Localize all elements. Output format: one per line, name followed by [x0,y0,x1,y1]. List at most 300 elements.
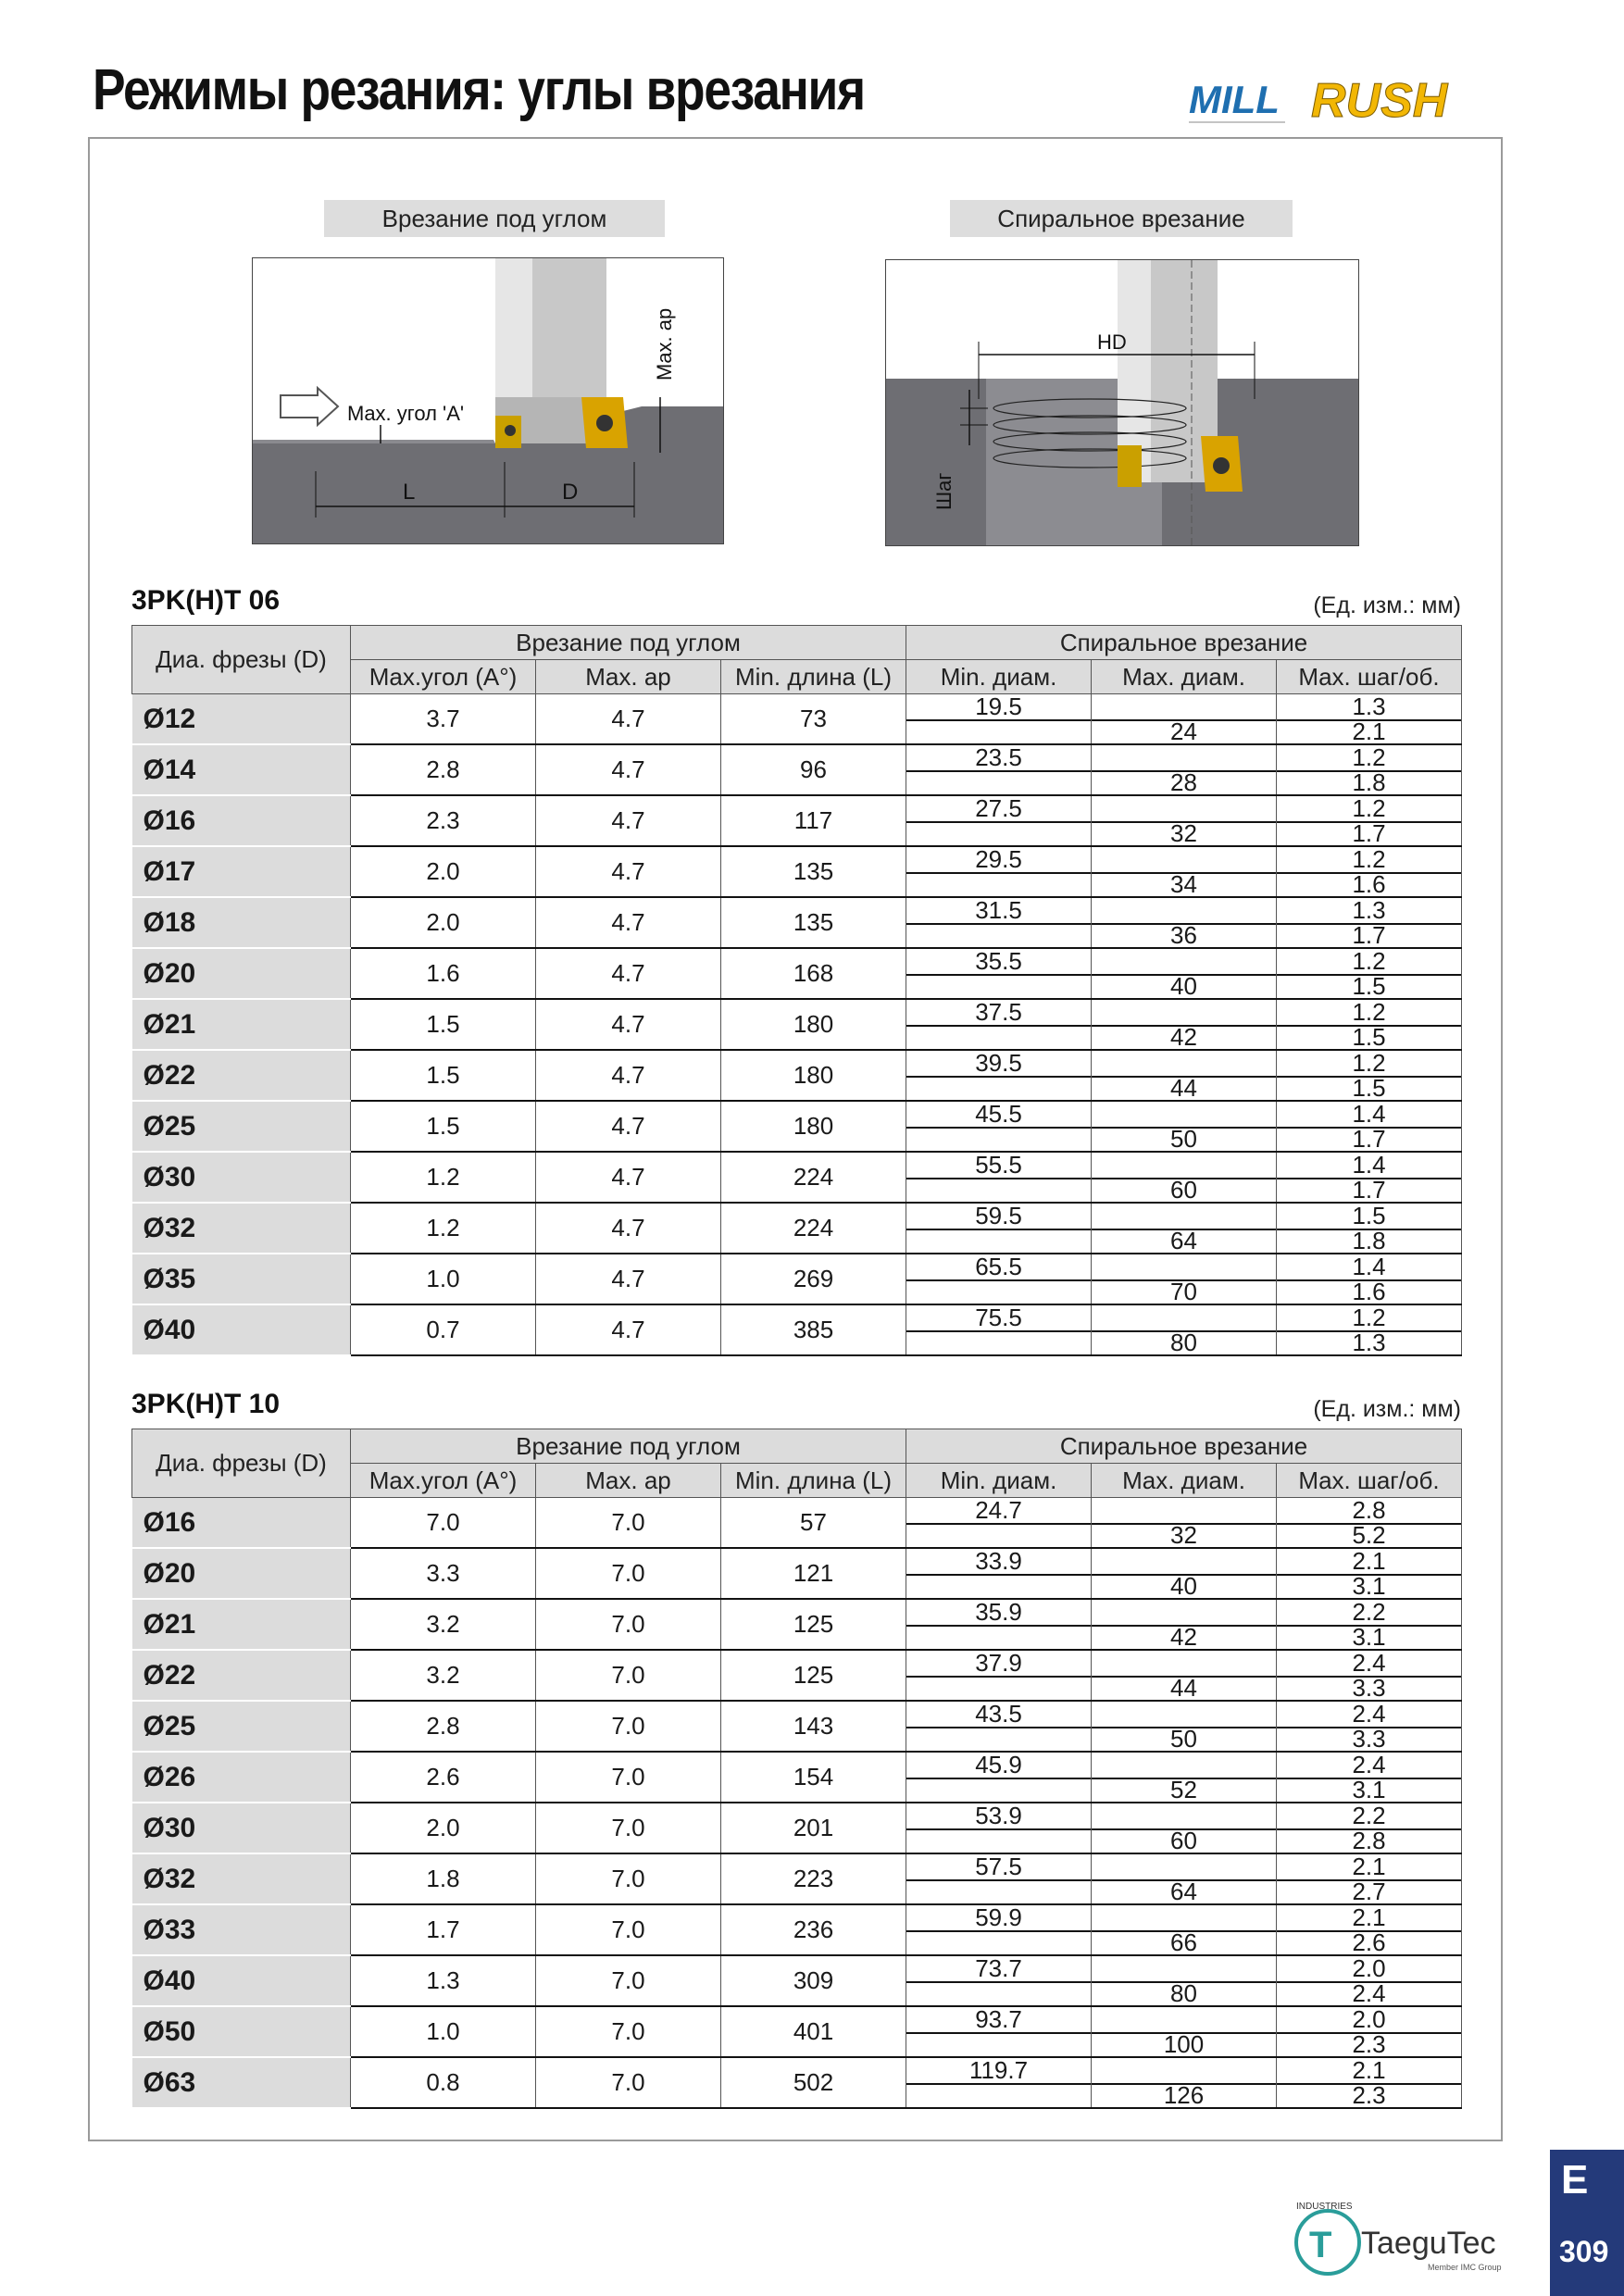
cell-min-diam [906,1203,1092,1254]
cell-max-pitch [1277,694,1462,745]
col-header-diam: Диа. фрезы (D) [132,1429,351,1498]
cell-diameter: Ø33 [132,1904,351,1955]
cell-diameter: Ø50 [132,2006,351,2057]
cell-min-diam-top: 24.7 [975,1496,1022,1524]
table-row [132,2006,1462,2057]
cell-max-pitch-bottom: 1.8 [1352,768,1386,796]
cell-max-diam-bottom: 34 [1170,870,1197,898]
cell-min-diam [906,795,1092,846]
col-header-min-diam: Min. диам. [906,1464,1092,1498]
cell-diameter: Ø35 [132,1254,351,1304]
cell-max-diam [1092,1203,1277,1254]
cell-max-diam-bottom: 24 [1170,718,1197,745]
cell-max-pitch-bottom: 1.7 [1352,819,1386,847]
cell-min-diam [906,1101,1092,1152]
cell-min-diam [906,1803,1092,1853]
cell-diameter: Ø22 [132,1650,351,1701]
cell-max-pitch-top: 1.4 [1352,1100,1386,1128]
cell-max-pitch-top: 1.2 [1352,1049,1386,1077]
cell-max-pitch [1277,1152,1462,1203]
cell-max-diam-bottom: 42 [1170,1023,1197,1051]
table-row [132,1599,1462,1650]
cell-max-pitch-top: 2.1 [1352,2056,1386,2084]
ramping-figure [252,257,724,544]
cell-max-ap: 7.0 [536,2057,721,2108]
cell-max-diam-bottom: 32 [1170,1521,1197,1549]
cell-max-pitch [1277,744,1462,795]
col-header-max-angle: Max.угол (A°) [351,660,536,694]
cell-max-pitch [1277,948,1462,999]
cell-max-pitch-top: 1.2 [1352,845,1386,873]
cell-max-pitch-bottom: 1.5 [1352,1074,1386,1102]
cell-max-angle: 1.2 [351,1203,536,1254]
cell-max-pitch-top: 2.2 [1352,1802,1386,1829]
cell-diameter: Ø16 [132,795,351,846]
col-header-max-angle: Max.угол (A°) [351,1464,536,1498]
cell-max-diam-bottom: 44 [1170,1074,1197,1102]
cell-max-ap: 7.0 [536,1599,721,1650]
cell-diameter: Ø30 [132,1803,351,1853]
cell-max-pitch [1277,897,1462,948]
helical-caption: Спиральное врезание [950,200,1293,237]
cell-min-length: 57 [721,1498,906,1549]
col-header-min-length: Min. длина (L) [721,1464,906,1498]
cell-max-angle: 2.0 [351,846,536,897]
table1 [131,625,1462,1356]
cell-min-diam-top: 45.9 [975,1751,1022,1778]
cell-max-diam-bottom: 66 [1170,1928,1197,1956]
cell-min-length: 502 [721,2057,906,2108]
cell-max-pitch-bottom: 1.7 [1352,1176,1386,1204]
cell-max-diam [1092,1304,1277,1355]
table-row [132,1254,1462,1304]
cell-min-diam-top: 93.7 [975,2005,1022,2033]
cell-max-pitch-bottom: 1.6 [1352,1278,1386,1305]
cell-max-diam-bottom: 100 [1163,2030,1205,2058]
max-angle-label: Max. угол 'A' [347,402,465,425]
table2-title: 3PK(H)T 10 [131,1389,281,1419]
cell-diameter: Ø21 [132,999,351,1050]
cell-max-pitch-top: 2.1 [1352,1903,1386,1931]
table2-body [132,1498,1462,2109]
cell-max-diam-bottom: 36 [1170,921,1197,949]
cell-max-diam [1092,1498,1277,1549]
cell-max-diam-bottom: 28 [1170,768,1197,796]
cell-min-diam [906,694,1092,745]
cell-max-ap: 7.0 [536,1853,721,1904]
cell-max-angle: 1.7 [351,1904,536,1955]
cell-max-ap: 4.7 [536,694,721,745]
cell-min-diam [906,897,1092,948]
max-ap-label: Max. ap [653,307,676,381]
cell-max-diam-bottom: 42 [1170,1623,1197,1651]
cell-diameter: Ø25 [132,1101,351,1152]
cell-max-diam-bottom: 50 [1170,1725,1197,1753]
group-header-helix: Спиральное врезание [906,626,1462,660]
cell-diameter: Ø17 [132,846,351,897]
col-header-max-diam: Max. диам. [1092,1464,1277,1498]
cell-diameter: Ø30 [132,1152,351,1203]
table-row [132,948,1462,999]
cell-max-ap: 7.0 [536,1803,721,1853]
cell-diameter: Ø14 [132,744,351,795]
cell-max-ap: 4.7 [536,897,721,948]
cell-max-pitch [1277,1254,1462,1304]
dim-l-label: L [403,480,416,505]
cell-min-diam [906,2057,1092,2108]
cell-max-pitch-top: 1.2 [1352,743,1386,771]
cell-max-angle: 1.3 [351,1955,536,2006]
cell-min-length: 236 [721,1904,906,1955]
cell-max-diam [1092,846,1277,897]
cell-min-diam [906,1955,1092,2006]
cell-diameter: Ø18 [132,897,351,948]
cell-max-angle: 1.5 [351,999,536,1050]
cell-max-diam-bottom: 70 [1170,1278,1197,1305]
cell-max-angle: 3.7 [351,694,536,745]
cell-min-diam-top: 53.9 [975,1802,1022,1829]
cell-max-ap: 4.7 [536,1050,721,1101]
col-header-max-diam: Max. диам. [1092,660,1277,694]
cell-max-diam-bottom: 32 [1170,819,1197,847]
millrush-logo [1183,72,1507,128]
cell-min-length: 309 [721,1955,906,2006]
cell-min-diam [906,1650,1092,1701]
cell-max-pitch-bottom: 3.3 [1352,1725,1386,1753]
table1-body [132,694,1462,1356]
table-row [132,1203,1462,1254]
cell-max-diam [1092,795,1277,846]
cell-max-pitch-bottom: 2.4 [1352,1979,1386,2007]
cell-min-length: 135 [721,897,906,948]
svg-text:T: T [1309,2225,1332,2265]
cell-max-diam [1092,1650,1277,1701]
group-header-helix: Спиральное врезание [906,1429,1462,1464]
dim-d-label: D [562,480,579,505]
page-title: Режимы резания: углы врезания [93,58,865,122]
cell-min-length: 154 [721,1752,906,1803]
cell-max-angle: 1.0 [351,1254,536,1304]
table-row [132,1803,1462,1853]
cell-max-diam-bottom: 52 [1170,1776,1197,1803]
cell-min-length: 180 [721,1101,906,1152]
cell-max-ap: 4.7 [536,1101,721,1152]
cell-max-ap: 7.0 [536,1904,721,1955]
cell-min-diam-top: 59.9 [975,1903,1022,1931]
cell-max-ap: 4.7 [536,999,721,1050]
cell-max-ap: 4.7 [536,948,721,999]
cell-max-pitch [1277,1101,1462,1152]
cell-max-angle: 2.0 [351,1803,536,1853]
cell-max-pitch-top: 2.4 [1352,1700,1386,1728]
cell-min-diam-top: 35.5 [975,947,1022,975]
table-row [132,1955,1462,2006]
cell-min-diam-top: 33.9 [975,1547,1022,1575]
cell-max-diam [1092,1955,1277,2006]
cell-max-pitch [1277,1498,1462,1549]
logo-top-text: INDUSTRIES [1296,2202,1353,2212]
cell-max-angle: 3.2 [351,1650,536,1701]
section-letter: E [1561,2157,1589,2202]
cell-diameter: Ø20 [132,948,351,999]
cell-min-diam [906,744,1092,795]
cell-max-ap: 4.7 [536,795,721,846]
cell-max-pitch-bottom: 1.5 [1352,1023,1386,1051]
cell-min-diam [906,1254,1092,1304]
cell-min-length: 121 [721,1548,906,1599]
cell-max-pitch-top: 2.1 [1352,1547,1386,1575]
cell-min-length: 223 [721,1853,906,1904]
cell-min-diam [906,1599,1092,1650]
cell-max-ap: 4.7 [536,1203,721,1254]
cell-min-diam-top: 19.5 [975,693,1022,720]
cell-max-pitch-bottom: 1.5 [1352,972,1386,1000]
cell-max-pitch-bottom: 5.2 [1352,1521,1386,1549]
cell-max-pitch [1277,1650,1462,1701]
cell-min-length: 180 [721,1050,906,1101]
cell-diameter: Ø25 [132,1701,351,1752]
table2 [131,1429,1462,2109]
cell-max-pitch-top: 1.5 [1352,1202,1386,1229]
cell-max-pitch-top: 2.4 [1352,1649,1386,1677]
cell-max-pitch [1277,1701,1462,1752]
cell-min-length: 385 [721,1304,906,1355]
table-row [132,1498,1462,1549]
cell-max-pitch [1277,1904,1462,1955]
cell-max-angle: 1.6 [351,948,536,999]
table-row [132,897,1462,948]
cell-max-angle: 2.3 [351,795,536,846]
brand-part1: MILL [1189,78,1280,121]
table1-unit: (Ед. изм.: мм) [1313,593,1461,618]
table2-unit: (Ед. изм.: мм) [1313,1396,1461,1422]
cell-diameter: Ø16 [132,1498,351,1549]
cell-max-pitch [1277,795,1462,846]
cell-min-length: 96 [721,744,906,795]
group-header-ramp: Врезание под углом [351,626,906,660]
cell-max-pitch [1277,1599,1462,1650]
cell-max-pitch [1277,2057,1462,2108]
cell-max-ap: 7.0 [536,1650,721,1701]
cell-max-ap: 7.0 [536,1955,721,2006]
cell-max-diam-bottom: 60 [1170,1827,1197,1854]
cell-max-pitch-bottom: 2.3 [1352,2030,1386,2058]
cell-min-length: 224 [721,1203,906,1254]
table1-title: 3PK(H)T 06 [131,585,281,616]
cell-max-pitch-bottom: 1.8 [1352,1227,1386,1254]
cell-max-pitch-bottom: 2.8 [1352,1827,1386,1854]
cell-max-angle: 1.0 [351,2006,536,2057]
cell-max-diam-bottom: 80 [1170,1329,1197,1356]
cell-max-pitch-top: 2.4 [1352,1751,1386,1778]
cell-min-length: 269 [721,1254,906,1304]
table-row [132,846,1462,897]
cell-min-length: 401 [721,2006,906,2057]
cell-max-pitch-bottom: 3.1 [1352,1572,1386,1600]
cell-min-diam-top: 23.5 [975,743,1022,771]
cell-min-length: 224 [721,1152,906,1203]
cell-min-length: 125 [721,1599,906,1650]
cell-diameter: Ø26 [132,1752,351,1803]
pitch-label: Шаг [932,472,956,510]
cell-max-pitch-bottom: 2.1 [1352,718,1386,745]
col-header-max-pitch: Max. шаг/об. [1277,660,1462,694]
cell-diameter: Ø40 [132,1955,351,2006]
taegutec-logo [1289,2196,1520,2279]
cell-max-diam [1092,1904,1277,1955]
cell-max-pitch [1277,1304,1462,1355]
cell-max-diam-bottom: 126 [1163,2081,1205,2109]
cell-diameter: Ø12 [132,694,351,745]
cell-max-pitch [1277,1803,1462,1853]
cell-min-diam-top: 119.7 [968,2056,1029,2084]
cell-max-diam [1092,1050,1277,1101]
cell-max-diam [1092,1853,1277,1904]
group-header-ramp: Врезание под углом [351,1429,906,1464]
cell-min-diam-top: 65.5 [975,1253,1022,1280]
cell-max-diam [1092,897,1277,948]
cell-max-pitch-bottom: 1.7 [1352,921,1386,949]
col-header-max-pitch: Max. шаг/об. [1277,1464,1462,1498]
cell-min-diam [906,1152,1092,1203]
cell-min-diam [906,948,1092,999]
cell-max-pitch [1277,1203,1462,1254]
cell-max-pitch-top: 2.1 [1352,1853,1386,1880]
cell-max-angle: 1.8 [351,1853,536,1904]
cell-max-diam [1092,694,1277,745]
cell-max-ap: 4.7 [536,744,721,795]
col-header-max-ap: Max. ap [536,1464,721,1498]
cell-max-angle: 2.8 [351,1701,536,1752]
cell-min-length: 117 [721,795,906,846]
col-header-max-ap: Max. ap [536,660,721,694]
ramping-caption: Врезание под углом [324,200,665,237]
cell-max-pitch-bottom: 2.3 [1352,2081,1386,2109]
cell-max-ap: 7.0 [536,1701,721,1752]
cell-min-diam-top: 27.5 [975,794,1022,822]
cell-max-pitch-top: 1.2 [1352,947,1386,975]
cell-max-angle: 2.0 [351,897,536,948]
cell-diameter: Ø32 [132,1203,351,1254]
cell-max-angle: 7.0 [351,1498,536,1549]
cell-max-pitch-bottom: 3.3 [1352,1674,1386,1702]
cell-max-diam-bottom: 40 [1170,1572,1197,1600]
cell-max-angle: 3.2 [351,1599,536,1650]
cell-min-diam [906,1752,1092,1803]
cell-max-pitch [1277,1050,1462,1101]
cell-min-length: 73 [721,694,906,745]
cell-min-length: 125 [721,1650,906,1701]
cell-max-pitch-bottom: 1.6 [1352,870,1386,898]
cell-min-length: 168 [721,948,906,999]
table-row [132,694,1462,745]
cell-min-diam-top: 37.5 [975,998,1022,1026]
cell-max-diam [1092,744,1277,795]
cell-max-pitch-top: 1.3 [1352,896,1386,924]
cell-max-diam [1092,948,1277,999]
cell-max-diam-bottom: 40 [1170,972,1197,1000]
cell-max-pitch-top: 1.4 [1352,1151,1386,1179]
cell-min-diam-top: 35.9 [975,1598,1022,1626]
cell-max-diam [1092,999,1277,1050]
cell-max-diam [1092,1701,1277,1752]
cell-min-diam [906,1050,1092,1101]
cell-min-diam [906,1701,1092,1752]
logo-subtext: Member IMC Group [1428,2263,1502,2272]
table-row [132,795,1462,846]
cell-min-diam-top: 57.5 [975,1853,1022,1880]
cell-min-diam-top: 37.9 [975,1649,1022,1677]
cell-max-ap: 4.7 [536,1254,721,1304]
cell-max-pitch [1277,1955,1462,2006]
cell-max-pitch [1277,1853,1462,1904]
cell-max-angle: 2.6 [351,1752,536,1803]
section-tab [1550,2150,1624,2296]
cell-min-length: 135 [721,846,906,897]
cell-min-diam [906,1548,1092,1599]
cell-max-pitch [1277,2006,1462,2057]
cell-max-pitch-top: 1.2 [1352,998,1386,1026]
cell-diameter: Ø20 [132,1548,351,1599]
cell-max-pitch [1277,999,1462,1050]
cell-max-pitch-bottom: 3.1 [1352,1623,1386,1651]
cell-max-diam-bottom: 64 [1170,1878,1197,1905]
cell-max-pitch-top: 1.4 [1352,1253,1386,1280]
cell-max-pitch-top: 2.0 [1352,1954,1386,1982]
cell-min-diam [906,999,1092,1050]
table-row [132,744,1462,795]
cell-max-pitch-bottom: 1.3 [1352,1329,1386,1356]
cell-min-diam-top: 45.5 [975,1100,1022,1128]
cell-min-diam-top: 31.5 [975,896,1022,924]
cell-min-diam-top: 55.5 [975,1151,1022,1179]
cell-max-diam [1092,2006,1277,2057]
cell-max-ap: 7.0 [536,1752,721,1803]
logo-text: TaeguTec [1361,2226,1496,2261]
cell-max-pitch [1277,1548,1462,1599]
cell-max-diam [1092,1254,1277,1304]
cell-max-pitch-top: 1.3 [1352,693,1386,720]
cell-max-pitch-bottom: 2.6 [1352,1928,1386,1956]
cell-min-diam [906,1904,1092,1955]
cell-min-diam [906,1498,1092,1549]
cell-min-diam-top: 75.5 [975,1304,1022,1331]
cell-min-diam-top: 59.5 [975,1202,1022,1229]
table-row [132,1050,1462,1101]
cell-diameter: Ø21 [132,1599,351,1650]
cell-min-diam-top: 73.7 [975,1954,1022,1982]
cell-max-diam-bottom: 80 [1170,1979,1197,2007]
table-row [132,1701,1462,1752]
cell-max-diam [1092,1752,1277,1803]
cell-max-pitch-top: 1.2 [1352,794,1386,822]
cell-max-diam-bottom: 44 [1170,1674,1197,1702]
cell-max-ap: 4.7 [536,1304,721,1355]
cell-diameter: Ø63 [132,2057,351,2108]
table-row [132,999,1462,1050]
cell-diameter: Ø22 [132,1050,351,1101]
cell-min-length: 143 [721,1701,906,1752]
cell-max-ap: 4.7 [536,846,721,897]
cell-max-pitch [1277,1752,1462,1803]
cell-max-pitch-top: 2.2 [1352,1598,1386,1626]
cell-max-angle: 0.7 [351,1304,536,1355]
table-row [132,1752,1462,1803]
cell-min-diam [906,1304,1092,1355]
cell-max-diam [1092,1548,1277,1599]
cell-max-diam [1092,1101,1277,1152]
cell-max-diam-bottom: 50 [1170,1125,1197,1153]
